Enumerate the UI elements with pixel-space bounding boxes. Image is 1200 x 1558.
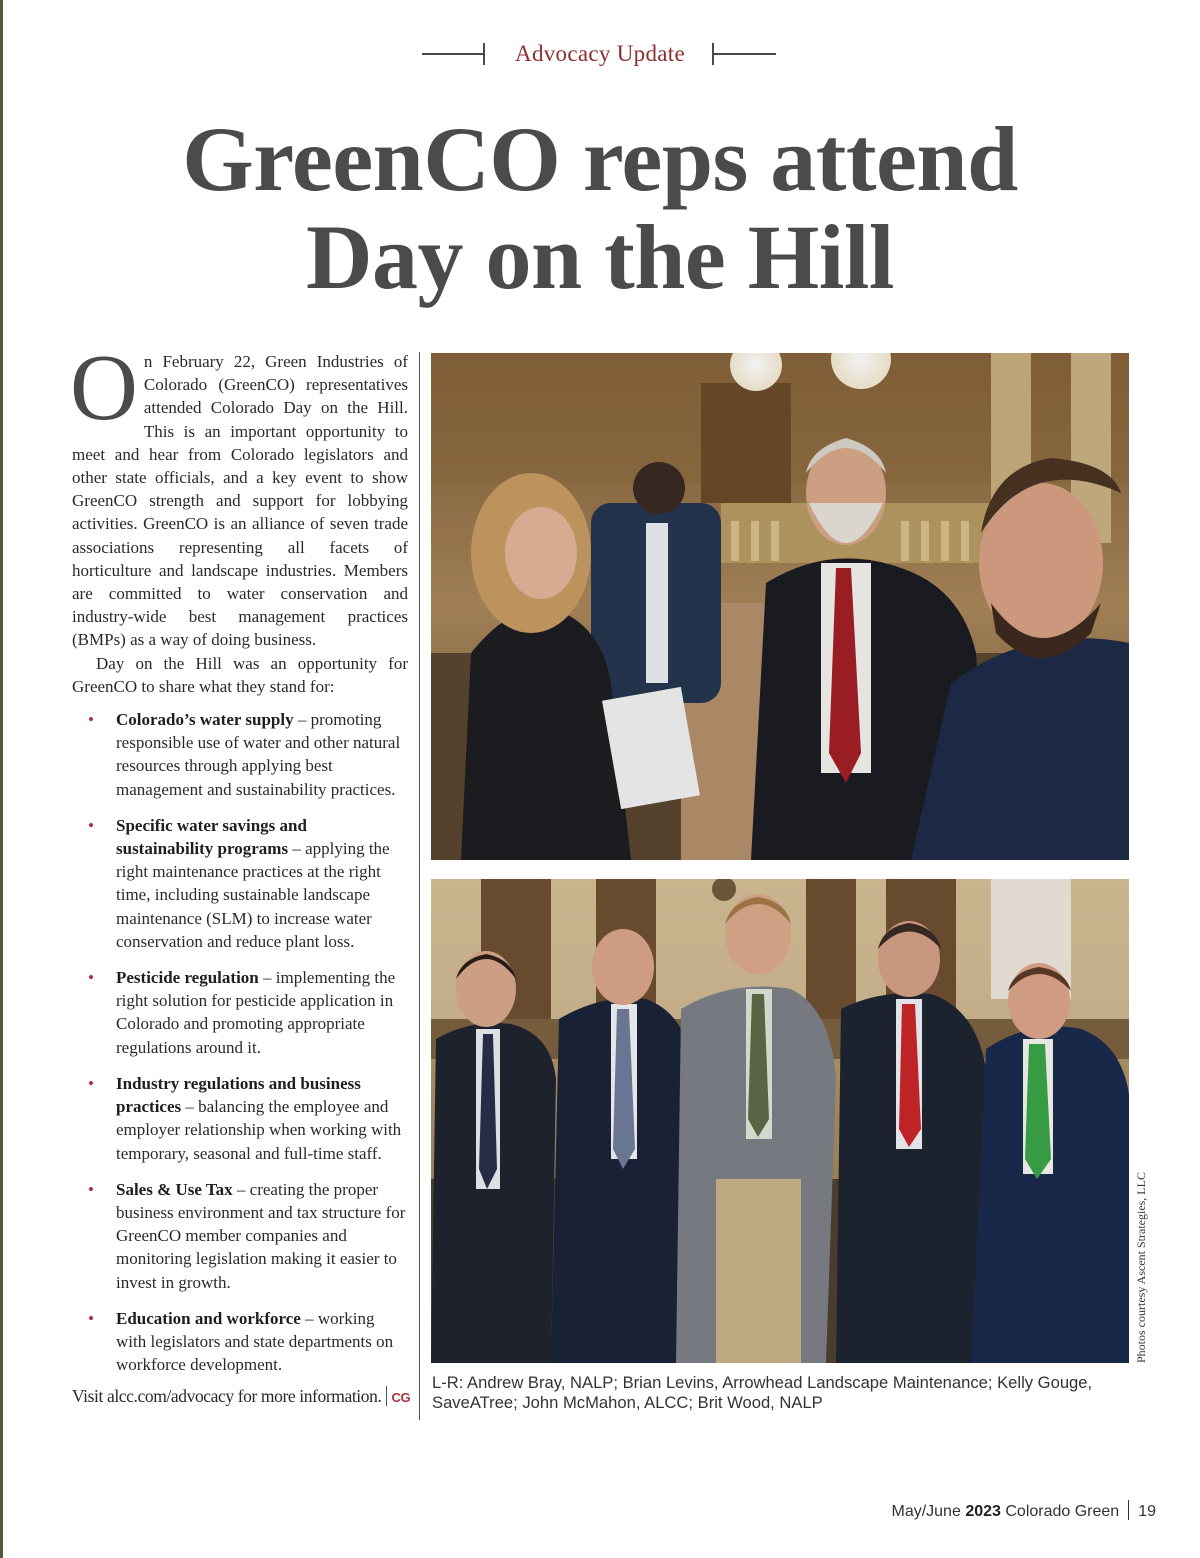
list-item-title: Industry regulations and business practices	[116, 1073, 361, 1117]
column-divider	[419, 352, 420, 1420]
page-number: 19	[1138, 1503, 1156, 1520]
headline-line-1: GreenCO reps attend	[182, 108, 1018, 210]
list-item-title: Pesticide regulation	[116, 968, 259, 988]
list-item-text: – applying the right maintenance practices at the right time, including sustainable landscape maintenance (SLM) to increase water conservation and reduce plant loss.	[116, 839, 390, 951]
bullet-icon: •	[88, 710, 94, 730]
list-item	[72, 1307, 408, 1377]
visit-text: Visit alcc.com/advocacy for more information.	[72, 1386, 382, 1406]
list-item	[72, 814, 408, 953]
bullet-icon: •	[88, 1073, 94, 1093]
list-item	[72, 966, 408, 1059]
drop-cap: O	[70, 336, 138, 440]
page-footer	[891, 1500, 1156, 1521]
second-paragraph: Day on the Hill was an opportunity for GreenCO to share what they stand for:	[72, 653, 408, 696]
photo-capitol-conversation-art	[431, 353, 1129, 860]
list-item-text: – promoting responsible use of water and other natural resources through applying best management and sustainability practices.	[116, 710, 401, 799]
list-item	[72, 1178, 408, 1294]
list-item-title: Specific water savings and sustainability programs	[116, 815, 307, 859]
article-body	[70, 336, 408, 1389]
bullet-icon: •	[88, 1179, 94, 1199]
section-label: Advocacy Update	[515, 41, 685, 66]
page-edge-stripe	[0, 0, 3, 1558]
list-item	[72, 1072, 408, 1165]
intro-text: n February 22, Green Industries of Colorado (GreenCO) representatives attended Colorado Day on the Hill. This is an important opportunity to meet and hear from Colorado legislators and other state officials, and a key event to show GreenCO strength and support for lobbying activities. GreenCO is an alliance of seven trade associations representing all facets of horticulture and landscape industries. Members are committed to water conservation and industry-wide best management practices (BMPs) as a way of doing business.	[72, 352, 408, 650]
section-rule-right	[714, 53, 776, 55]
bullet-icon: •	[88, 815, 94, 835]
headline-line-2: Day on the Hill	[306, 206, 894, 308]
footer-divider	[1128, 1500, 1129, 1520]
priorities-list	[72, 708, 408, 1376]
visit-line	[72, 1386, 411, 1407]
list-item	[72, 708, 408, 801]
end-mark: CG	[391, 1390, 411, 1405]
intro-paragraph	[70, 336, 408, 652]
list-item-text: – creating the proper business environment and tax structure for GreenCO member companies and monitoring legislation making it easier to invest in growth.	[116, 1179, 406, 1292]
bullet-icon: •	[88, 968, 94, 988]
photo-credit: Photos courtesy Ascent Strategies, LLC	[1134, 1172, 1148, 1363]
list-item-text: – balancing the employee and employer relationship when working with temporary, seasonal and full-time staff.	[116, 1097, 402, 1163]
photo-capitol-conversation	[431, 353, 1129, 860]
list-item-text: – working with legislators and state departments on workforce development.	[116, 1308, 394, 1375]
footer-issue: May/June	[891, 1503, 961, 1520]
photo-caption: L-R: Andrew Bray, NALP; Brian Levins, Arrowhead Landscape Maintenance; Kelly Gouge, SaveATree; John McMahon, ALCC; Brit Wood, NALP	[432, 1373, 1093, 1412]
photo-group-of-five	[431, 879, 1129, 1363]
footer-magazine: Colorado Green	[1005, 1503, 1120, 1520]
section-header	[0, 38, 1200, 72]
photo-group-of-five-art	[431, 879, 1129, 1363]
list-item-title: Colorado’s water supply	[116, 710, 294, 730]
list-item-title: Education and workforce	[116, 1308, 301, 1328]
end-mark-divider	[386, 1386, 387, 1406]
list-item-text: – implementing the right solution for pesticide application in Colorado and promoting appropriate regulations around it.	[116, 968, 396, 1057]
bullet-icon: •	[88, 1308, 94, 1328]
footer-year: 2023	[965, 1503, 1001, 1520]
list-item-title: Sales & Use Tax	[116, 1179, 233, 1199]
article-headline	[100, 110, 1100, 306]
